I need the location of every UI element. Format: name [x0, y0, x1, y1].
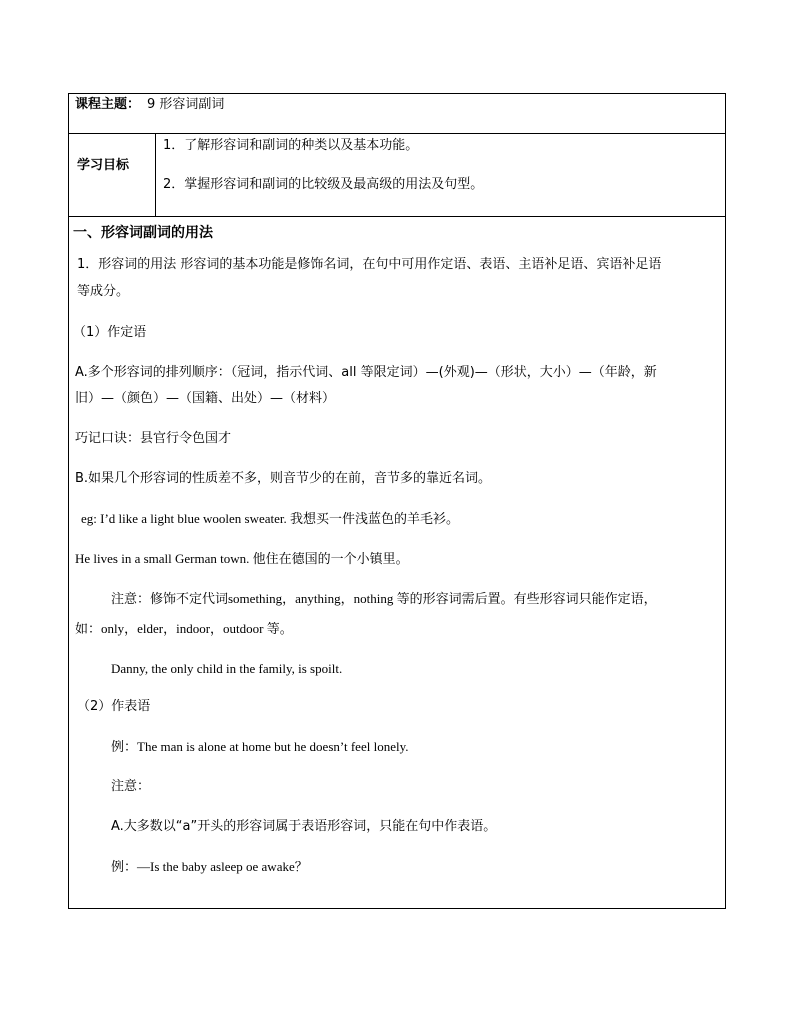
content-line-13: （2）作表语	[77, 699, 151, 714]
content-line-15: 注意：	[111, 779, 151, 794]
content-line-7: B.如果几个形容词的性质差不多，则音节少的在前，音节多的靠近名词。	[75, 471, 492, 486]
content-line-3: （1）作定语	[73, 325, 147, 340]
content-line-6: 巧记口诀：县官行令色国才	[75, 431, 232, 446]
content-line-17: 例：—Is the baby asleep oe awake？	[111, 859, 308, 874]
section-title: 一、形容词副词的用法	[73, 225, 213, 241]
content-line-5: 旧）—（颜色）—（国籍、出处）—（材料）	[75, 391, 336, 406]
section-content	[69, 217, 725, 908]
topic-label: 课程主题：	[75, 97, 141, 112]
content-line-1: 1．形容词的用法 形容词的基本功能是修饰名词，在句中可用作定语、表语、主语补足语、宾语补足语	[77, 257, 662, 272]
goal-item-2: 2．掌握形容词和副词的比较级及最高级的用法及句型。	[163, 177, 484, 192]
content-line-4: A.多个形容词的排列顺序：（冠词，指示代词、all 等限定词）—(外观)—（形状，大小）—（年龄，新	[75, 365, 657, 380]
lesson-table	[68, 93, 726, 909]
content-line-2: 等成分。	[77, 284, 130, 299]
content-line-16: A.大多数以“a”开头的形容词属于表语形容词，只能在句中作表语。	[111, 819, 497, 834]
content-line-10: 注意：修饰不定代词something，anything，nothing 等的形容词需后置。有些形容词只能作定语，	[111, 591, 657, 606]
goals-divider	[155, 134, 156, 216]
topic-row	[69, 94, 725, 134]
content-line-14: 例：The man is alone at home but he doesn’t feel lonely.	[111, 739, 409, 754]
content-line-11: 如：only，elder，indoor，outdoor 等。	[75, 621, 293, 636]
goals-label: 学习目标	[77, 158, 130, 173]
topic-value: 9 形容词副词	[147, 97, 225, 112]
content-line-8: eg: I’d like a light blue woolen sweater. 我想买一件浅蓝色的羊毛衫。	[81, 511, 460, 526]
goals-row	[69, 134, 725, 217]
content-line-9: He lives in a small German town. 他住在德国的一个小镇里。	[75, 551, 409, 566]
content-line-12: Danny, the only child in the family, is spoilt.	[111, 661, 343, 676]
goal-item-1: 1．了解形容词和副词的种类以及基本功能。	[163, 138, 419, 153]
